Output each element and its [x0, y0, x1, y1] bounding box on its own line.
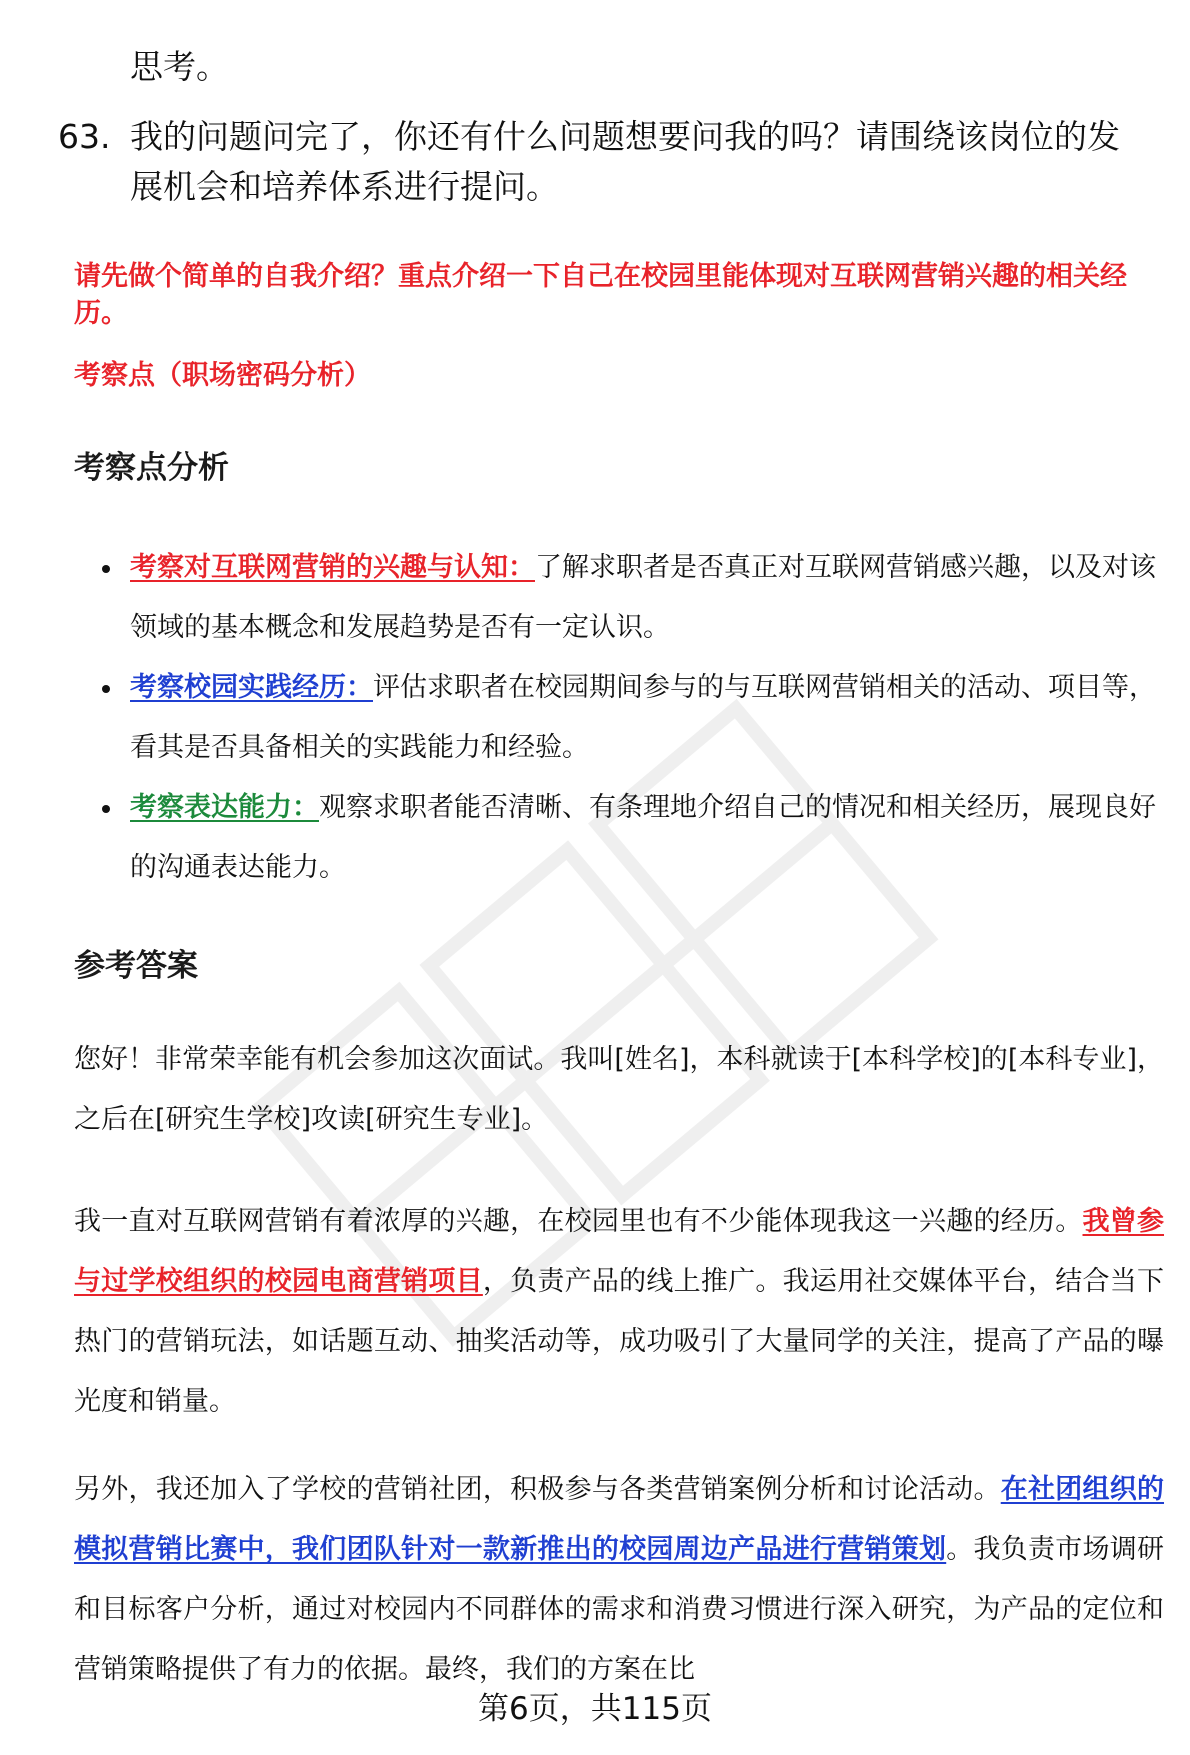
- highlight-text: 在社团组织的模拟营销比赛中，我们团队针对一款新推出的校园周边产品进行营销策划: [74, 1474, 1165, 1565]
- paragraph-text: 我一直对互联网营销有着浓厚的兴趣，在校园里也有不少能体现我这一兴趣的经历。: [74, 1206, 1083, 1237]
- item-lead: 考察表达能力：: [130, 792, 319, 823]
- answer-paragraph-2: [74, 1192, 1164, 1432]
- item-text: 评估求职者在校园期间参与的与互联网营销相关的活动、项目等，看其是否具备相关的实践能力和经验。: [130, 672, 1156, 763]
- paragraph-text: 。我负责市场调研和目标客户分析，通过对校园内不同群体的需求和消费习惯进行深入研究，为产品的定位和营销策略提供了有力的依据。最终，我们的方案在比: [74, 1534, 1165, 1685]
- highlight-text: 我曾参与过学校组织的校园电商营销项目: [74, 1206, 1165, 1297]
- answer-paragraph-1: 您好！非常荣幸能有机会参加这次面试。我叫[姓名]，本科就读于[本科学校]的[本科专业]，之后在[研究生学校]攻读[研究生专业]。: [74, 1044, 1164, 1135]
- page-footer: 第6页，共115页: [478, 1691, 712, 1727]
- bullet-dot-icon: [102, 805, 110, 813]
- analysis-list: [100, 538, 1160, 898]
- continuation-text: 思考。: [130, 47, 229, 86]
- bullet-dot-icon: [102, 565, 110, 573]
- item-text: 观察求职者能否清晰、有条理地介绍自己的情况和相关经历，展现良好的沟通表达能力。: [130, 792, 1156, 883]
- item-lead: 考察校园实践经历：: [130, 672, 373, 703]
- analysis-sub-label: 考察点（职场密码分析）: [74, 360, 371, 391]
- list-item: [100, 658, 1160, 778]
- item-lead: 考察对互联网营销的兴趣与认知：: [130, 552, 535, 583]
- item-text: 了解求职者是否真正对互联网营销感兴趣，以及对该领域的基本概念和发展趋势是否有一定认识。: [130, 552, 1156, 643]
- analysis-title: 考察点分析: [74, 450, 229, 486]
- paragraph-text: 另外，我还加入了学校的营销社团，积极参与各类营销案例分析和讨论活动。: [74, 1474, 1001, 1505]
- question-number: 63.: [58, 117, 111, 156]
- intro-question: 请先做个简单的自我介绍？重点介绍一下自己在校园里能体现对互联网营销兴趣的相关经历。: [74, 261, 1127, 329]
- answer-title: 参考答案: [74, 948, 198, 984]
- list-item: [100, 778, 1160, 898]
- answer-paragraph-3: [74, 1460, 1164, 1700]
- list-item: [100, 538, 1160, 658]
- paragraph-text: ，负责产品的线上推广。我运用社交媒体平台，结合当下热门的营销玩法，如话题互动、抽奖活动等，成功吸引了大量同学的关注，提高了产品的曝光度和销量。: [74, 1266, 1165, 1417]
- bullet-dot-icon: [102, 685, 110, 693]
- question-text: 我的问题问完了，你还有什么问题想要问我的吗？请围绕该岗位的发展机会和培养体系进行提问。: [130, 117, 1120, 206]
